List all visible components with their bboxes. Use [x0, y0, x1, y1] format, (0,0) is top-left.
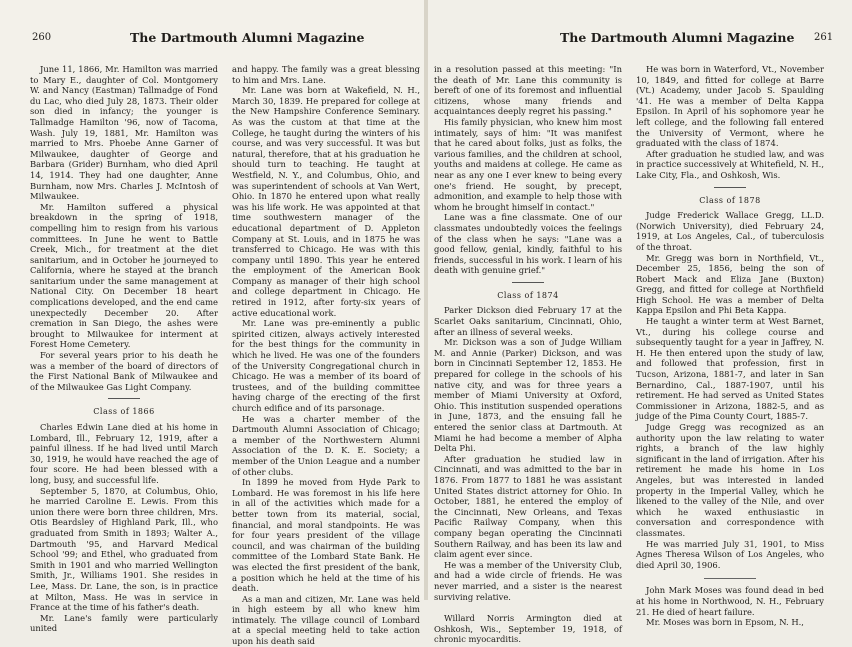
paragraph: After graduation he studied law in Cincinnati, and was admitted to the bar in 1876. From 1877 to 1881 he was assistant United States district attorney for Ohio. In October, 1881, he entered the employ of the Cincinnati, New Orleans, and Texas Pacific Railway Company, when this company began operating the Cincinnati Southern Railway, and has been its law and claim agent ever since. — [434, 453, 622, 560]
paragraph: After graduation he studied law, and was in practice successively at Whitefield, N. H., Lake City, Fla., and Oshkosh, Wis. — [636, 148, 824, 180]
paragraph: Mr. Lane's family were particularly united — [30, 612, 218, 634]
right-page — [428, 0, 852, 645]
section-divider — [108, 398, 140, 399]
paragraph: Parker Dickson died February 17 at the Scarlet Oaks sanitarium, Cincinnati, Ohio, after an illness of several weeks. — [434, 305, 622, 337]
class-heading: Class of 1866 — [93, 407, 155, 417]
paragraph: His family physician, who knew him most intimately, says of him: "It was manifest that he cared about folks, just as folks, the various families, and the children at school, youths and maidens at college. He came as near as any one I ever knew to being every one's friend. He sought, by precept, admonition, and example to help those with whom he brought himself in contact." — [434, 116, 622, 212]
paragraph: Mr. Moses was born in Epsom, N. H., — [646, 617, 804, 628]
left-page — [0, 0, 424, 647]
paragraph: John Mark Moses was found dead in bed at his home in Northwood, N. H., February 21. He died of heart failure. — [636, 585, 824, 617]
paragraph: and happy. The family was a great blessing to him and Mrs. Lane. — [232, 64, 420, 85]
column-left-2 — [232, 64, 420, 647]
paragraph: Mr. Lane was born at Wakefield, N. H., March 30, 1839. He prepared for college at the New Hampshire Conference Seminary. As was the custom at that time at the College, he taught during the winters of his course, and was very successful. It was but natural, therefore, that at his graduation he should turn to teaching. He taught at Westfield, N. Y., and Columbus, Ohio, and was superintendent of schools at Van Wert, Ohio. In 1870 he entered upon what really was his life work. He was appointed at that time southwestern manager of the educational department of D. Appleton Company at St. Louis, and in 1875 he was transferred to Chicago. He was with this company until 1890. This year he entered the employment of the American Book Company as manager of their high school and college department in Chicago. He retired in 1912, after forty-six years of active educational work. — [232, 85, 420, 318]
column-right-2 — [636, 64, 824, 628]
column-right-1 — [434, 64, 622, 645]
column-left-1 — [30, 64, 218, 634]
page-number: 260 — [32, 32, 52, 43]
paragraph: In 1899 he moved from Hyde Park to Lombard. He was foremost in his life here in all of the activities which made for a better town from its material, social, financial, and moral standpoints. He was for four years president of the village council, and was chairman of the building committee of the Lombard State Bank. He was elected the first president of the bank, a position which he held at the time of his death. — [232, 477, 420, 594]
paragraph: As a man and citizen, Mr. Lane was held in high esteem by all who knew him intimately. The village council of Lombard at a special meeting held to take action upon his death said — [232, 593, 420, 647]
paragraph: Mr. Dickson was a son of Judge William M. and Annie (Parker) Dickson, and was born in Cincinnati September 12, 1853. He prepared for college in the schools of his native city, and was for three years a member of Miami University at Oxford, Ohio. This institution suspended operations in June, 1873, and the ensuing fall he entered the senior class at Dartmouth. At Miami he had become a member of Alpha Delta Phi. — [434, 337, 622, 454]
paragraph: in a resolution passed at this meeting: "In the death of Mr. Lane this community is bereft of one of its foremost and influential citizens, whose many friends and acquaintances deeply regret his passing." — [434, 64, 622, 117]
section-divider — [512, 282, 544, 283]
paragraph: Lane was a fine classmate. One of our classmates undoubtedly voices the feelings of the class when he says: "Lane was a good fellow, genial, kindly, faithful to his friends, successful in his work. I learn of his death with genuine grief." — [434, 212, 622, 276]
paragraph: Judge Frederick Wallace Gregg, LL.D. (Norwich University), died February 24, 1919, at Los Angeles, Cal., of tuberculosis of the throat. — [636, 210, 824, 252]
class-heading: Class of 1878 — [699, 195, 761, 205]
running-header: The Dartmouth Alumni Magazine — [130, 30, 365, 45]
paragraph: He taught a winter term at West Barnet, Vt., during his college course and subsequently taught for a year in Jaffrey, N. H. He then entered upon the study of law, and followed that profession, first in Tucson, Arizona, 1881-7, and later in San Bernardino, Cal., 1887-1907, until his retirement. He had served as United States Commissioner in Arizona, 1882-5, and as judge of the Pima County Court, 1885-7. — [636, 316, 824, 422]
paragraph: September 5, 1870, at Columbus, Ohio, he married Caroline E. Lewis. From this union there were born three children, Mrs. Otis Beardsley of Highland Park, Ill., who graduated from Smith in 1893; Walter A., Dartmouth '95, and Harvard Medical School '99; and Ethel, who graduated from Smith in 1901 and who married Wellington Smith, Jr., Williams 1901. She resides in Lee, Mass. Dr. Lane, the son, is in practice at Milton, Mass. He was in service in France at the time of his father's death. — [30, 485, 218, 613]
paragraph: Charles Edwin Lane died at his home in Lombard, Ill., February 12, 1919, after a painful illness. If he had lived until March 30, 1919, he would have reached the age of four score. He had been blessed with a long, busy, and successful life. — [30, 422, 218, 485]
section-divider — [704, 578, 756, 579]
page-number: 261 — [814, 32, 834, 43]
section-divider — [714, 187, 746, 188]
paragraph: Mr. Hamilton suffered a physical breakdown in the spring of 1918, compelling him to resign from his various committees. In June he went to Battle Creek, Mich., for treatment at the diet sanitarium, and in October he journeyed to California, where he stayed at the branch sanitarium under the same management at National City. On December 18 heart complications developed, and the end came unexpectedly December 20. After cremation in San Diego, the ashes were brought to Milwaukee for interment at Forest Home Cemetery. — [30, 201, 218, 350]
paragraph: June 11, 1866, Mr. Hamilton was married to Mary E., daughter of Col. Montgomery W. and Nancy (Eastman) Tallmadge of Fond du Lac, who died July 28, 1873. Their older son died in infancy; the younger is Tallmadge Hamilton '96, now of Tacoma, Wash. July 19, 1881, Mr. Hamilton was married to Mrs. Phoebe Anne Garner of Milwaukee, daughter of George and Barbara (Grider) Burnham, who died April 14, 1914. They had one daughter, Anne Burnham, now Mrs. Charles J. McIntosh of Milwaukee. — [30, 64, 218, 202]
paragraph: He was a member of the University Club, and had a wide circle of friends. He was never married, and a sister is the nearest surviving relative. — [434, 559, 622, 602]
paragraph: Willard Norris Armington died at Oshkosh, Wis., September 19, 1918, of chronic myocarditis. — [434, 613, 622, 645]
running-header: The Dartmouth Alumni Magazine — [560, 30, 795, 45]
paragraph: He was married July 31, 1901, to Miss Agnes Theresa Wilson of Los Angeles, who died April 30, 1906. — [636, 538, 824, 570]
class-heading: Class of 1874 — [497, 290, 559, 300]
paragraph: Judge Gregg was recognized as an authority upon the law relating to water rights, a branch of the law highly significant in the land of irrigation. After his retirement he made his home in Los Angeles, but was interested in landed property in the Imperial Valley, which he likened to the valley of the Nile, and over which he waxed enthusiastic in conversation and correspondence with classmates. — [636, 422, 824, 538]
paragraph: He was born in Waterford, Vt., November 10, 1849, and fitted for college at Barre (Vt.) Academy, under Jacob S. Spaulding '41. He was a member of Delta Kappa Epsilon. In April of his sophomore year he left college, and the following fall entered the University of Vermont, where he graduated with the class of 1874. — [636, 64, 824, 149]
paragraph: For several years prior to his death he was a member of the board of directors of the First National Bank of Milwaukee and of the Milwaukee Gas Light Company. — [30, 350, 218, 392]
paragraph: He was a charter member of the Dartmouth Alumni Association of Chicago; a member of the Northwestern Alumni Association of the D. K. E. Society; a member of the Union League and a number of other clubs. — [232, 413, 420, 477]
paragraph: Mr. Lane was pre-eminently a public spirited citizen, always actively interested for the best things for the community in which he lived. He was one of the founders of the University Congregational church in Chicago. He was a member of its board of trustees, and of the building committee having charge of the erecting of the first church edifice and of its parsonage. — [232, 318, 420, 413]
paragraph: Mr. Gregg was born in Northfield, Vt., December 25, 1856, being the son of Robert Mack and Eliza Jane (Buxton) Gregg, and fitted for college at Northfield High School. He was a member of Delta Kappa Epsilon and Phi Beta Kappa. — [636, 252, 824, 316]
